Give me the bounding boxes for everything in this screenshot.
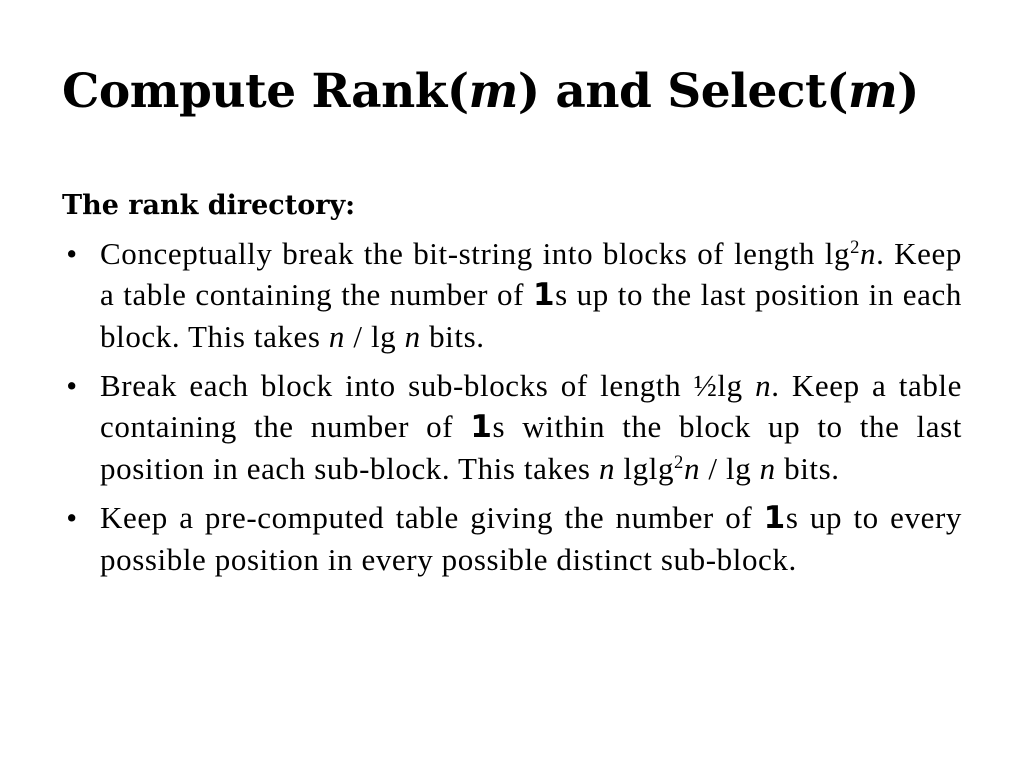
bullet-item-precomputed-table bbox=[62, 497, 962, 580]
bullet-text: s within the block up to the last position in each sub-block. This takes bbox=[100, 409, 962, 486]
bullet-text: s up to the last position in each block. This takes bbox=[100, 277, 962, 354]
math-variable-n: n bbox=[328, 319, 346, 354]
math-variable-n: n bbox=[859, 236, 877, 271]
bullet-text: Conceptually break the bit-string into blocks of length lg bbox=[100, 236, 851, 271]
bullet-list bbox=[62, 233, 962, 580]
math-variable-n: n bbox=[683, 451, 701, 486]
slide-body bbox=[62, 186, 962, 588]
bullet-text: bits. bbox=[775, 451, 840, 486]
bullet-text: s up to every possible position in every possible distinct sub-block. bbox=[100, 500, 962, 577]
superscript: 2 bbox=[850, 236, 860, 258]
section-heading: The rank directory: bbox=[62, 190, 356, 221]
math-variable-n: n bbox=[404, 319, 421, 354]
bold-one: 1 bbox=[532, 277, 556, 313]
math-variable-n: n bbox=[759, 451, 776, 486]
bullet-icon: • bbox=[66, 368, 78, 403]
bullet-item-rank-blocks bbox=[62, 233, 962, 357]
bullet-text: / lg bbox=[700, 451, 760, 486]
title-text-part: ) bbox=[897, 64, 919, 119]
bullet-text: . Keep a table containing the number of bbox=[100, 368, 962, 444]
bold-one: 1 bbox=[763, 500, 786, 536]
title-variable-m: m bbox=[847, 64, 898, 119]
bullet-text: bits. bbox=[420, 319, 485, 354]
slide-title bbox=[62, 64, 919, 120]
math-variable-n: n bbox=[755, 368, 772, 403]
bullet-item-sub-blocks bbox=[62, 365, 962, 489]
bullet-text: Keep a pre-computed table giving the number of bbox=[100, 500, 764, 535]
math-variable-n: n bbox=[598, 451, 616, 486]
title-variable-m: m bbox=[468, 64, 518, 119]
bullet-text: Break each block into sub-blocks of length ½lg bbox=[100, 368, 756, 403]
title-text-part: ) and Select( bbox=[517, 64, 848, 119]
bullet-text: lglg bbox=[615, 451, 675, 486]
bullet-text: / lg bbox=[345, 319, 405, 354]
superscript: 2 bbox=[674, 451, 684, 473]
bullet-icon: • bbox=[66, 500, 78, 535]
title-text-part: Compute Rank( bbox=[62, 64, 469, 119]
bold-one: 1 bbox=[470, 409, 493, 445]
bullet-text: . Keep a table containing the number of bbox=[100, 236, 962, 312]
bullet-icon: • bbox=[66, 236, 78, 271]
